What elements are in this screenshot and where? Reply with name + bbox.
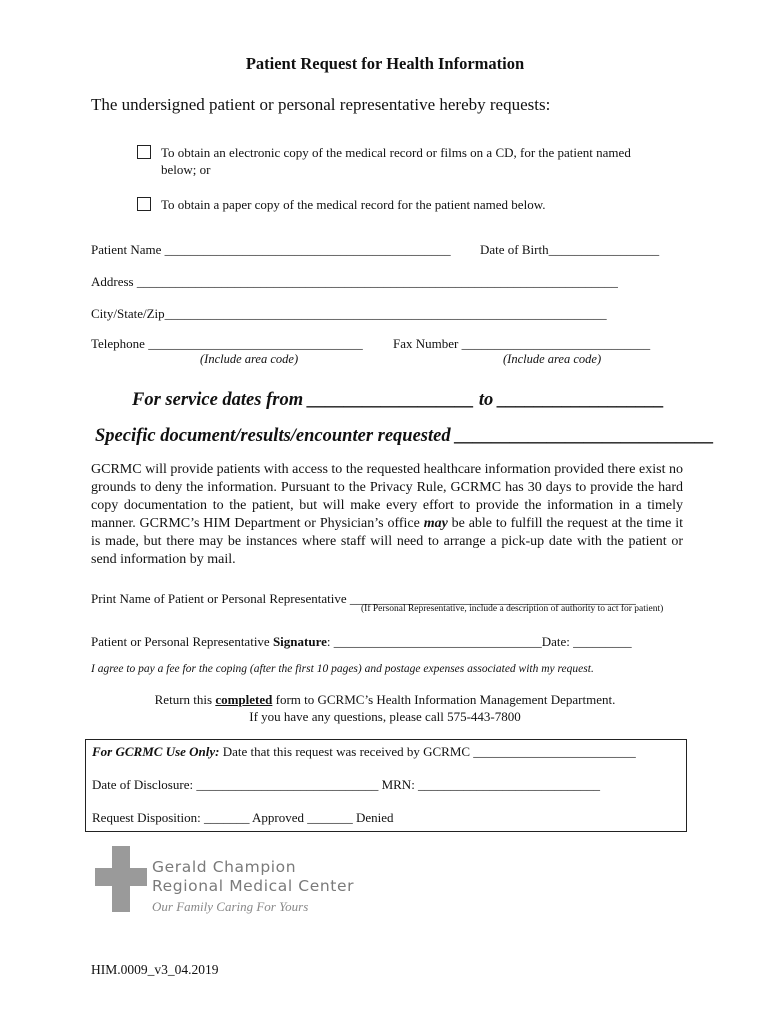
fax-number-field[interactable]: Fax Number _____________________________ [393,336,651,351]
paper-copy-checkbox[interactable] [137,197,151,211]
telephone-field[interactable]: Telephone _________________________________ [91,336,363,351]
request-disposition-field[interactable]: Request Disposition: _______ Approved _______ Denied [92,810,394,825]
signature-field[interactable] [91,634,632,650]
policy-text-start: GCRMC will provide patients with access to the requested healthcare information provided there exist no grounds to deny the information. Pursuant to the Privacy Rule, GCRMC has 30 days to provide the hard copy documentation to the patient, but will make every effort to provide the information in a timely manner. GCRMC’s HIM Department or Physician’s office [91,462,683,531]
signature-prefix: Patient or Personal Representative [91,634,273,649]
city-state-zip-field[interactable]: City/State/Zip____________________________________________________________________ [91,306,607,321]
form-version: HIM.0009_v3_04.2019 [91,962,219,977]
telephone-hint: (Include area code) [200,352,299,366]
print-name-field[interactable]: Print Name of Patient or Personal Representative ____________________________________________ [91,591,636,606]
signature-bold-label: Signature [272,634,327,649]
received-date-text: Date that this request was received by GCRMC _________________________ [219,744,636,759]
return-completed-word: completed [215,692,273,707]
policy-emphasis: may [423,516,448,531]
disclosure-mrn-field[interactable]: Date of Disclosure: ____________________________ MRN: ____________________________ [92,777,601,792]
office-use-box [85,739,687,832]
patient-name-field[interactable]: Patient Name ____________________________________________ [91,242,451,257]
print-name-note: (If Personal Representative, include a description of authority to act for patient) [361,604,664,614]
form-title: Patient Request for Health Information [245,54,525,73]
option-electronic-line2: below; or [161,162,211,177]
intro-text: The undersigned patient or personal representative hereby requests: [91,95,551,114]
address-field[interactable]: Address __________________________________________________________________________ [91,274,618,289]
questions-phone: If you have any questions, please call 575-443-7800 [249,709,521,724]
fax-hint: (Include area code) [503,352,602,366]
logo-tagline: Our Family Caring For Yours [152,899,309,914]
fee-agreement: I agree to pay a fee for the coping (after the first 10 pages) and postage expenses associated with my request. [91,663,594,675]
logo-name-line2: Regional Medical Center [152,877,355,895]
logo-name-line1: Gerald Champion [152,858,297,876]
option-paper-label: To obtain a paper copy of the medical record for the patient named below. [161,197,546,212]
date-of-birth-field[interactable]: Date of Birth_________________ [480,242,660,257]
received-date-field[interactable] [92,744,636,760]
specific-document-field[interactable]: Specific document/results/encounter requested ____________________________ [95,426,715,446]
cross-icon-horizontal [95,868,147,886]
policy-text-end: be able to fulfill the request at the time it is made, but there may be instances where staff will need to arrange a pick-up date with the patient or send information by mail. [91,516,683,567]
policy-paragraph [91,461,683,569]
service-dates-field[interactable]: For service dates from __________________ to __________________ [132,390,665,410]
signature-suffix: : ________________________________Date: _________ [326,634,632,649]
option-electronic-line1: To obtain an electronic copy of the medical record or films on a CD, for the patient named [161,145,631,160]
return-text-end: form to GCRMC’s Health Information Management Department. [272,692,616,707]
return-instructions [0,692,770,708]
office-use-label: For GCRMC Use Only: [92,744,220,759]
return-text-start: Return this [154,692,216,707]
electronic-copy-checkbox[interactable] [137,145,151,159]
